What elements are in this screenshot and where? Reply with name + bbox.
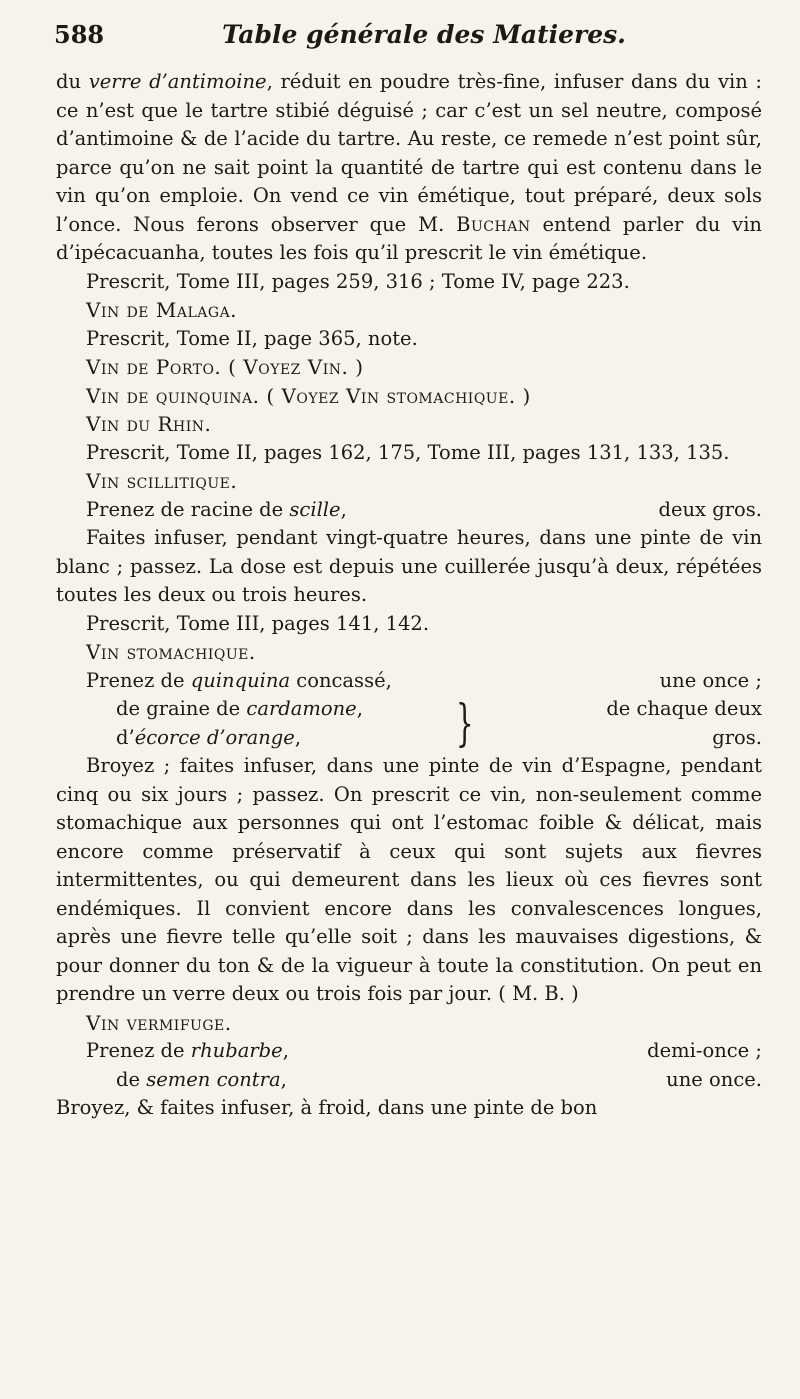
recipe-quantity: gros. bbox=[712, 725, 762, 749]
recipe-quantity: deux gros. bbox=[658, 497, 762, 521]
recipe-line-semen-contra: de semen contra, une once. bbox=[56, 1066, 762, 1095]
recipe-line-rhubarbe: Prenez de rhubarbe, demi-once ; bbox=[56, 1037, 762, 1066]
page-header bbox=[54, 20, 754, 60]
entry-heading-vin-de-quinquina: Vin de quinquina. ( Voyez Vin stomachique. ) bbox=[86, 383, 531, 408]
entry-heading-vin-vermifuge: Vin vermifuge. bbox=[86, 1010, 232, 1035]
recipe-quantity: de chaque deux bbox=[606, 697, 762, 720]
paragraph-antimoine: du verre d’antimoine, réduit en poudre très-fine, infuser dans du vin : ce n’est que le tartre stibié déguisé ; car c’est un sel neutre, composé d’antimoine & de l’acide du tartre. Au reste, ce remede n’est point sûr, parce qu’on ne sait point la quantité de tartre qui est contenu dans le vin qu’on emploie. On vend ce vin émétique, tout préparé, deux sols l’once. Nous ferons observer que M. Buchan entend parler du vin d’ipécacuanha, toutes les fois qu’il prescrit le vin émétique. bbox=[56, 70, 762, 264]
entry-heading-vin-stomachique: Vin stomachique. bbox=[86, 640, 256, 664]
entry-heading-vin-scillitique: Vin scillitique. bbox=[86, 469, 238, 493]
page-body bbox=[56, 68, 762, 1123]
recipe-line-scille: Prenez de racine de scille, deux gros. bbox=[56, 496, 762, 525]
brace-symbol: } bbox=[456, 694, 474, 752]
reference-scillitique: Prescrit, Tome III, pages 141, 142. bbox=[86, 611, 430, 635]
paragraph-scillitique-instructions: Faites infuser, pendant vingt-quatre heures, dans une pinte de vin blanc ; passez. La dose est depuis une cuillerée jusqu’à deux, répétées toutes les deux ou trois heures. bbox=[56, 526, 762, 606]
reference-vin-emetique: Prescrit, Tome III, pages 259, 316 ; Tome IV, page 223. bbox=[86, 269, 630, 293]
paragraph-vermifuge-instructions: Broyez, & faites infuser, à froid, dans une pinte de bon bbox=[56, 1096, 598, 1119]
entry-heading-vin-de-malaga: Vin de Malaga. bbox=[86, 298, 238, 322]
recipe-quantity: une once. bbox=[666, 1067, 762, 1091]
recipe-brace-group: de graine de cardamone, d’écorce d’orange, } de chaque deux gros. bbox=[116, 694, 762, 752]
recipe-quantity: une once ; bbox=[659, 668, 762, 692]
reference-malaga: Prescrit, Tome II, page 365, note. bbox=[86, 326, 418, 350]
recipe-quantity: demi-once ; bbox=[647, 1039, 762, 1062]
page-number: 588 bbox=[54, 20, 105, 49]
entry-heading-vin-de-porto: Vin de Porto. ( Voyez Vin. ) bbox=[86, 355, 364, 379]
entry-heading-vin-du-rhin: Vin du Rhin. bbox=[86, 412, 212, 436]
recipe-line-quinquina: Prenez de quinquina concassé, une once ; bbox=[56, 667, 762, 696]
reference-rhin: Prescrit, Tome II, pages 162, 175, Tome III, pages 131, 133, 135. bbox=[86, 440, 730, 464]
paragraph-stomachique-instructions: Broyez ; faites infuser, dans une pinte de vin d’Espagne, pendant cinq ou six jours ; passez. On prescrit ce vin, non-seulement comme stomachique aux personnes qui ont l’estomac foible & délicat, mais encore comme préservatif à ceux qui sont sujets aux fievres intermittentes, ou qui demeurent dans les lieux où ces fievres sont endémiques. Il convient encore dans les convalescences longues, après une fievre telle qu’elle soit ; dans les mauvaises digestions, & pour donner du ton & de la vigueur à toute la constitution. On peut en prendre un verre deux ou trois fois par jour. ( M. B. ) bbox=[56, 754, 762, 1005]
running-head: Table générale des Matieres. bbox=[222, 20, 626, 49]
